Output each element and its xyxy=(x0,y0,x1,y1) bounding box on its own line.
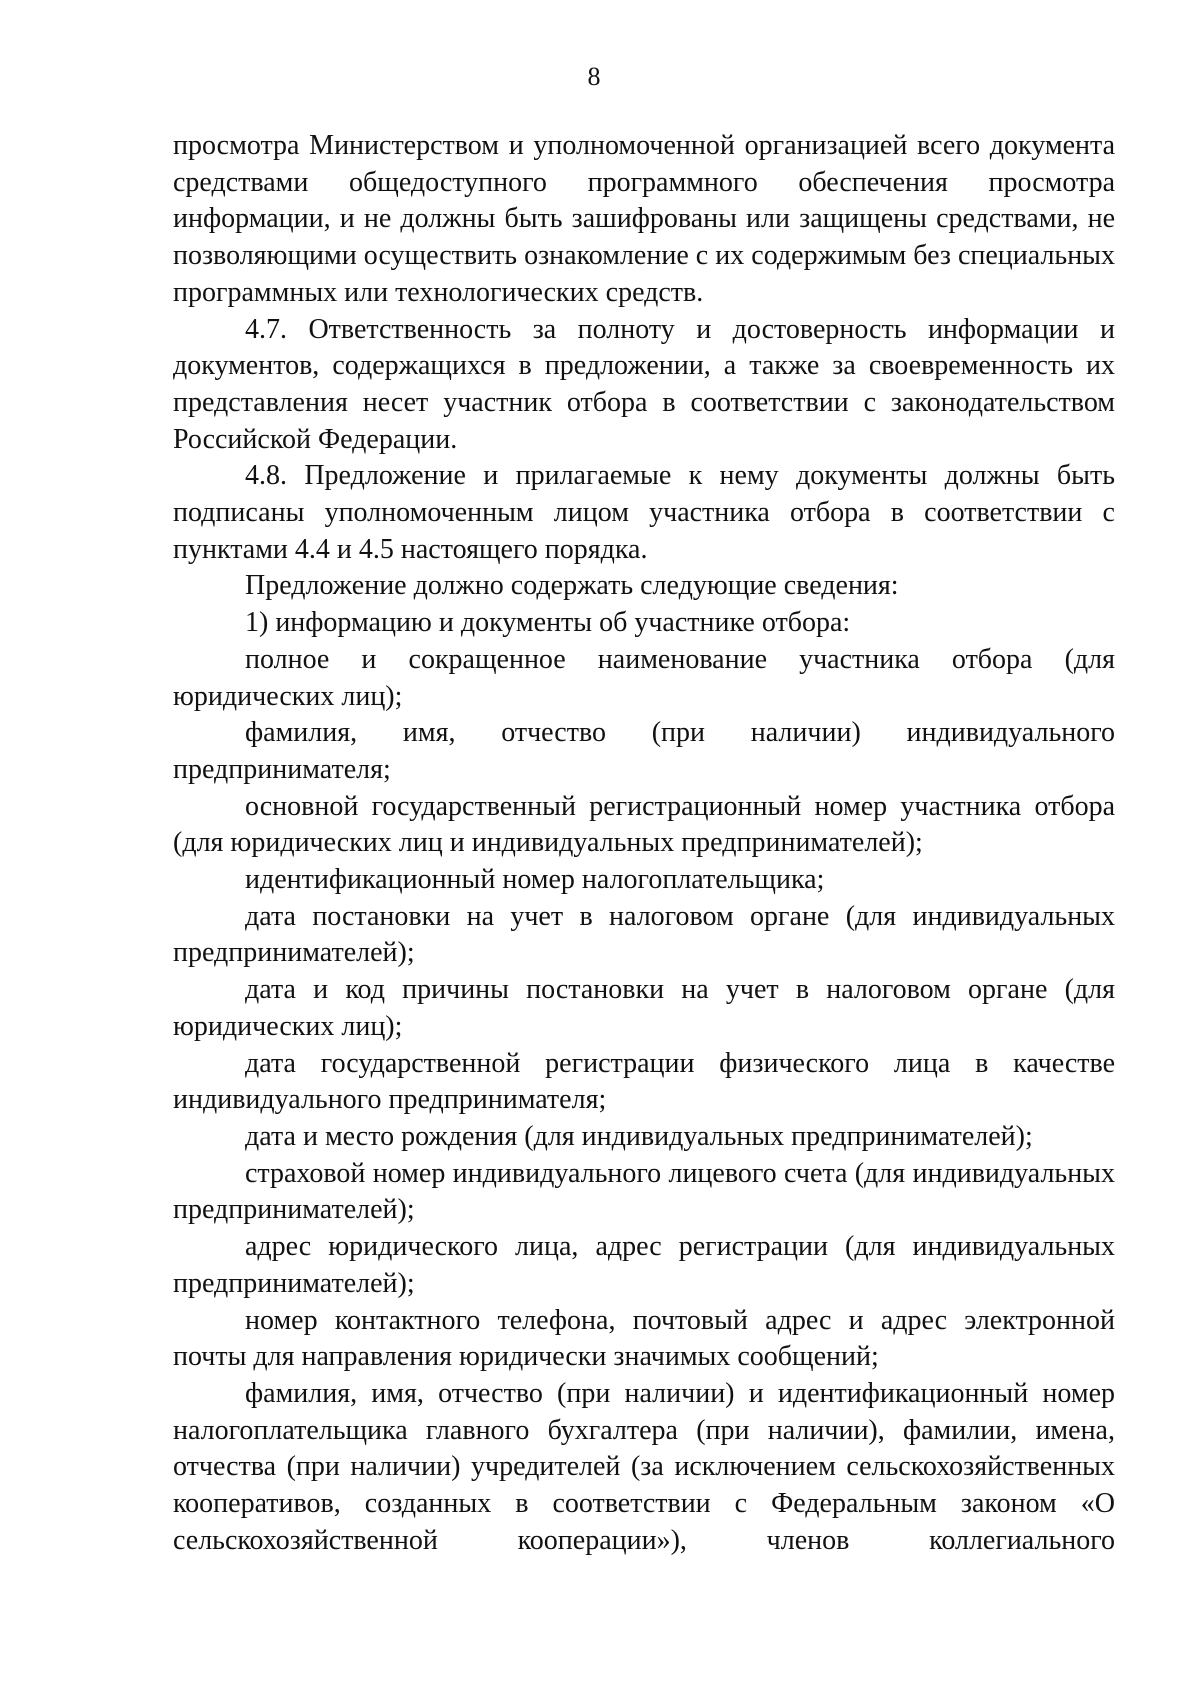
paragraph: полное и сокращенное наименование участника отбора (для юридических лиц); xyxy=(173,643,1115,712)
paragraph: 4.8. Предложение и прилагаемые к нему документы должны быть подписаны уполномоченным лицом участника отбора в соответствии с пунктами 4.4 и 4.5 настоящего порядка. xyxy=(173,460,1115,565)
paragraph: идентификационный номер налогоплательщика; xyxy=(245,864,825,896)
paragraph: адрес юридического лица, адрес регистрации (для индивидуальных предпринимателей); xyxy=(173,1231,1115,1299)
document-body xyxy=(173,128,1115,1559)
paragraph: 4.7. Ответственность за полноту и достоверность информации и документов, содержащихся в предложении, а также за своевременность их представления несет участник отбора в соответствии с законодательством Российской Федерации. xyxy=(173,313,1115,455)
paragraph: фамилия, имя, отчество (при наличии) индивидуального предпринимателя; xyxy=(173,717,1115,785)
paragraph: дата и код причины постановки на учет в налоговом органе (для юридических лиц); xyxy=(173,974,1115,1042)
paragraph: номер контактного телефона, почтовый адрес и адрес электронной почты для направления юридически значимых сообщений; xyxy=(173,1304,1115,1373)
paragraph: дата постановки на учет в налоговом органе (для индивидуальных предпринимателей); xyxy=(173,900,1115,969)
page-number: 8 xyxy=(587,62,601,91)
paragraph: основной государственный регистрационный номер участника отбора (для юридических лиц и индивидуальных предпринимателей); xyxy=(173,790,1115,859)
paragraph: 1) информацию и документы об участнике отбора: xyxy=(245,607,851,639)
paragraph: Предложение должно содержать следующие сведения: xyxy=(245,570,899,602)
paragraph: дата и место рождения (для индивидуальных предпринимателей); xyxy=(245,1120,1033,1152)
paragraph: фамилия, имя, отчество (при наличии) и идентификационный номер налогоплательщика главного бухгалтера (при наличии), фамилии, имена, отчества (при наличии) учредителей (за исключением сельскохозяйственных кооперативов, созданных в соответствии с Федеральным законом «О сельскохозяйственной кооперации»), членов коллегиального xyxy=(173,1377,1115,1556)
paragraph: страховой номер индивидуального лицевого счета (для индивидуальных предпринимателей); xyxy=(173,1157,1115,1226)
paragraph: дата государственной регистрации физического лица в качестве индивидуального предпринимателя; xyxy=(173,1047,1115,1116)
paragraph: просмотра Министерством и уполномоченной организацией всего документа средствами общедоступного программного обеспечения просмотра информации, и не должны быть зашифрованы или защищены средствами, не позволяющими осуществить ознакомление с их содержимым без специальных программных или технологических средств. xyxy=(173,130,1115,308)
